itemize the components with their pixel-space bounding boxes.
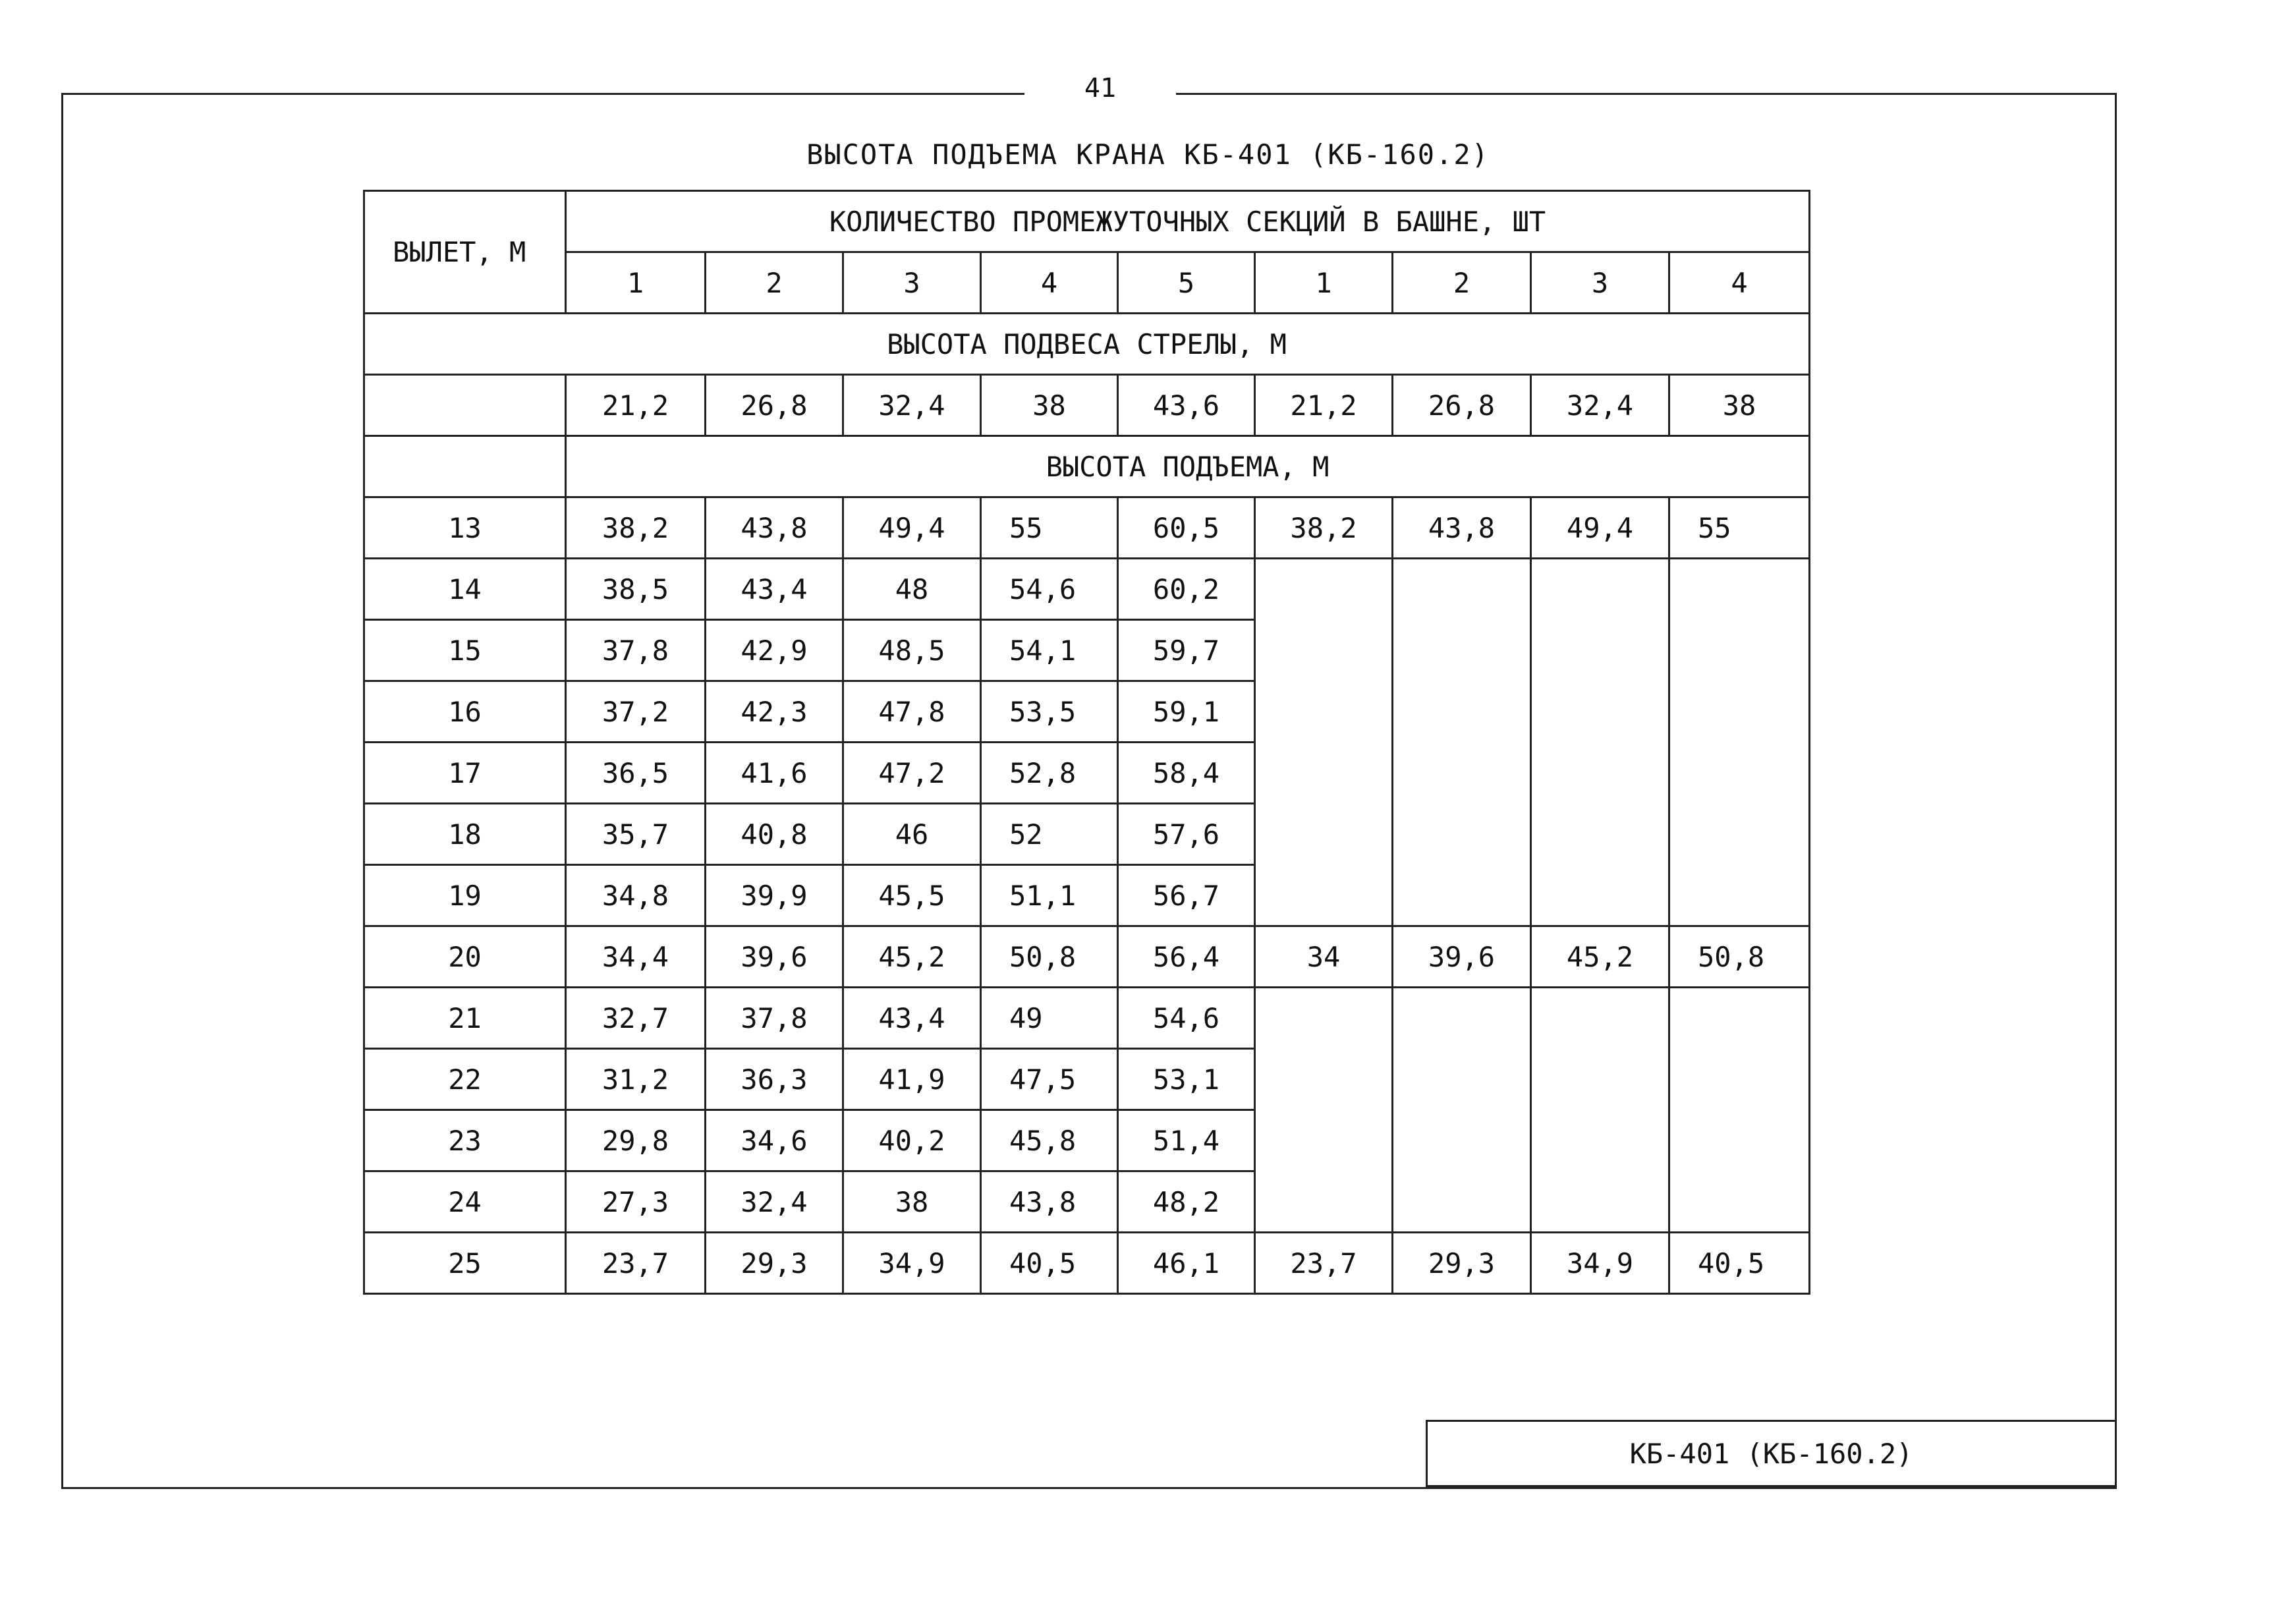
- section-count-cell: 2: [706, 252, 843, 314]
- section-count-row: [364, 252, 1810, 314]
- lift-height-cell: 59,7: [1118, 620, 1255, 681]
- table-row: [364, 559, 1810, 620]
- lift-height-cell: 41,9: [843, 1049, 981, 1110]
- lift-height-cell: 48: [843, 559, 981, 620]
- lift-height-cell: 42,3: [706, 681, 843, 743]
- reach-cell: 25: [364, 1233, 566, 1294]
- lift-height-cell: 39,6: [706, 926, 843, 988]
- reach-cell: 15: [364, 620, 566, 681]
- reach-cell: 14: [364, 559, 566, 620]
- section-count-cell: 4: [981, 252, 1118, 314]
- jib-height-row: [364, 375, 1810, 436]
- jib-height-header-row: [364, 314, 1810, 375]
- lift-height-cell: 41,6: [706, 743, 843, 804]
- lift-height-cell: 43,4: [706, 559, 843, 620]
- lift-height-cell: 40,5: [981, 1233, 1118, 1294]
- jib-height-header: ВЫСОТА ПОДВЕСА СТРЕЛЫ, М: [364, 314, 1810, 375]
- lift-height-header-row: [364, 436, 1810, 497]
- lift-height-cell: 48,5: [843, 620, 981, 681]
- page-number: 41: [1024, 71, 1176, 105]
- blank-merged-cell: [1393, 559, 1531, 926]
- lift-height-cell: 42,9: [706, 620, 843, 681]
- lift-height-cell: 40,5: [1669, 1233, 1810, 1294]
- lift-height-cell: 37,8: [566, 620, 706, 681]
- reach-cell: 20: [364, 926, 566, 988]
- lift-height-cell: 50,8: [981, 926, 1118, 988]
- lift-height-cell: 34,9: [1531, 1233, 1669, 1294]
- table-row: [364, 988, 1810, 1049]
- lift-height-cell: 40,8: [706, 804, 843, 865]
- lift-height-cell: 38,5: [566, 559, 706, 620]
- lift-height-cell: 53,1: [1118, 1049, 1255, 1110]
- lift-height-cell: 47,8: [843, 681, 981, 743]
- section-count-cell: 3: [843, 252, 981, 314]
- section-count-cell: 1: [566, 252, 706, 314]
- reach-cell: 19: [364, 865, 566, 926]
- lift-height-cell: 49: [981, 988, 1118, 1049]
- lift-height-cell: 29,8: [566, 1110, 706, 1171]
- lift-height-cell: 39,6: [1393, 926, 1531, 988]
- lift-height-cell: 59,1: [1118, 681, 1255, 743]
- lift-height-cell: 32,7: [566, 988, 706, 1049]
- lift-height-cell: 52: [981, 804, 1118, 865]
- blank-merged-cell: [1531, 988, 1669, 1233]
- section-count-cell: 1: [1255, 252, 1393, 314]
- jib-height-cell: 38: [981, 375, 1118, 436]
- reach-cell: 18: [364, 804, 566, 865]
- blank-merged-cell: [1393, 988, 1531, 1233]
- reach-cell: 24: [364, 1171, 566, 1233]
- crane-height-table: [363, 190, 1810, 1295]
- lift-height-cell: 37,8: [706, 988, 843, 1049]
- lift-height-cell: 49,4: [843, 497, 981, 559]
- lift-height-cell: 51,1: [981, 865, 1118, 926]
- jib-height-cell: 32,4: [1531, 375, 1669, 436]
- lift-height-cell: 32,4: [706, 1171, 843, 1233]
- lift-height-cell: 45,2: [1531, 926, 1669, 988]
- lift-height-cell: 35,7: [566, 804, 706, 865]
- lift-height-cell: 45,2: [843, 926, 981, 988]
- lift-height-cell: 39,9: [706, 865, 843, 926]
- blank-merged-cell: [1669, 988, 1810, 1233]
- lift-height-header: ВЫСОТА ПОДЪЕМА, М: [566, 436, 1810, 497]
- lift-height-cell: 54,6: [981, 559, 1118, 620]
- lift-height-cell: 27,3: [566, 1171, 706, 1233]
- lift-height-cell: 38,2: [566, 497, 706, 559]
- empty-cell: [364, 375, 566, 436]
- blank-merged-cell: [1255, 559, 1393, 926]
- lift-height-cell: 34,6: [706, 1110, 843, 1171]
- lift-height-cell: 51,4: [1118, 1110, 1255, 1171]
- section-count-cell: 2: [1393, 252, 1531, 314]
- lift-height-cell: 43,4: [843, 988, 981, 1049]
- lift-height-cell: 55: [981, 497, 1118, 559]
- lift-height-cell: 23,7: [1255, 1233, 1393, 1294]
- lift-height-cell: 52,8: [981, 743, 1118, 804]
- blank-merged-cell: [1255, 988, 1393, 1233]
- lift-height-cell: 29,3: [706, 1233, 843, 1294]
- lift-height-cell: 36,3: [706, 1049, 843, 1110]
- lift-height-cell: 37,2: [566, 681, 706, 743]
- lift-height-cell: 54,6: [1118, 988, 1255, 1049]
- reach-cell: 17: [364, 743, 566, 804]
- section-count-cell: 3: [1531, 252, 1669, 314]
- reach-cell: 21: [364, 988, 566, 1049]
- jib-height-cell: 21,2: [1255, 375, 1393, 436]
- lift-height-cell: 54,1: [981, 620, 1118, 681]
- lift-height-cell: 46,1: [1118, 1233, 1255, 1294]
- sections-header: КОЛИЧЕСТВО ПРОМЕЖУТОЧНЫХ СЕКЦИЙ В БАШНЕ, ШТ: [566, 191, 1810, 252]
- lift-height-cell: 36,5: [566, 743, 706, 804]
- lift-height-cell: 34,4: [566, 926, 706, 988]
- lift-height-cell: 55: [1669, 497, 1810, 559]
- lift-height-cell: 49,4: [1531, 497, 1669, 559]
- lift-height-cell: 56,7: [1118, 865, 1255, 926]
- blank-merged-cell: [1531, 559, 1669, 926]
- empty-cell: [364, 436, 566, 497]
- lift-height-cell: 47,5: [981, 1049, 1118, 1110]
- lift-height-cell: 34: [1255, 926, 1393, 988]
- jib-height-cell: 38: [1669, 375, 1810, 436]
- reach-cell: 23: [364, 1110, 566, 1171]
- jib-height-cell: 26,8: [706, 375, 843, 436]
- lift-height-cell: 38: [843, 1171, 981, 1233]
- lift-height-cell: 34,9: [843, 1233, 981, 1294]
- table-row: [364, 926, 1810, 988]
- lift-height-cell: 48,2: [1118, 1171, 1255, 1233]
- jib-height-cell: 32,4: [843, 375, 981, 436]
- lift-height-cell: 47,2: [843, 743, 981, 804]
- table-title: ВЫСОТА ПОДЪЕМА КРАНА КБ-401 (КБ-160.2): [806, 138, 1490, 171]
- lift-height-cell: 38,2: [1255, 497, 1393, 559]
- lift-height-cell: 40,2: [843, 1110, 981, 1171]
- lift-height-cell: 57,6: [1118, 804, 1255, 865]
- jib-height-cell: 26,8: [1393, 375, 1531, 436]
- table-row: [364, 1233, 1810, 1294]
- reach-cell: 22: [364, 1049, 566, 1110]
- lift-height-cell: 53,5: [981, 681, 1118, 743]
- jib-height-cell: 43,6: [1118, 375, 1255, 436]
- lift-height-cell: 46: [843, 804, 981, 865]
- lift-height-cell: 43,8: [981, 1171, 1118, 1233]
- lift-height-cell: 34,8: [566, 865, 706, 926]
- lift-height-cell: 23,7: [566, 1233, 706, 1294]
- lift-height-cell: 45,5: [843, 865, 981, 926]
- lift-height-cell: 50,8: [1669, 926, 1810, 988]
- jib-height-cell: 21,2: [566, 375, 706, 436]
- reach-cell: 16: [364, 681, 566, 743]
- reach-header: ВЫЛЕТ, М: [364, 191, 566, 314]
- lift-height-cell: 43,8: [706, 497, 843, 559]
- header-row: [364, 191, 1810, 252]
- table-row: [364, 497, 1810, 559]
- lift-height-cell: 45,8: [981, 1110, 1118, 1171]
- title-block-stamp: КБ-401 (КБ-160.2): [1426, 1420, 2117, 1487]
- lift-height-cell: 58,4: [1118, 743, 1255, 804]
- lift-height-cell: 29,3: [1393, 1233, 1531, 1294]
- section-count-cell: 5: [1118, 252, 1255, 314]
- lift-height-cell: 43,8: [1393, 497, 1531, 559]
- lift-height-cell: 60,5: [1118, 497, 1255, 559]
- lift-height-cell: 31,2: [566, 1049, 706, 1110]
- lift-height-cell: 60,2: [1118, 559, 1255, 620]
- lift-height-cell: 56,4: [1118, 926, 1255, 988]
- section-count-cell: 4: [1669, 252, 1810, 314]
- reach-cell: 13: [364, 497, 566, 559]
- blank-merged-cell: [1669, 559, 1810, 926]
